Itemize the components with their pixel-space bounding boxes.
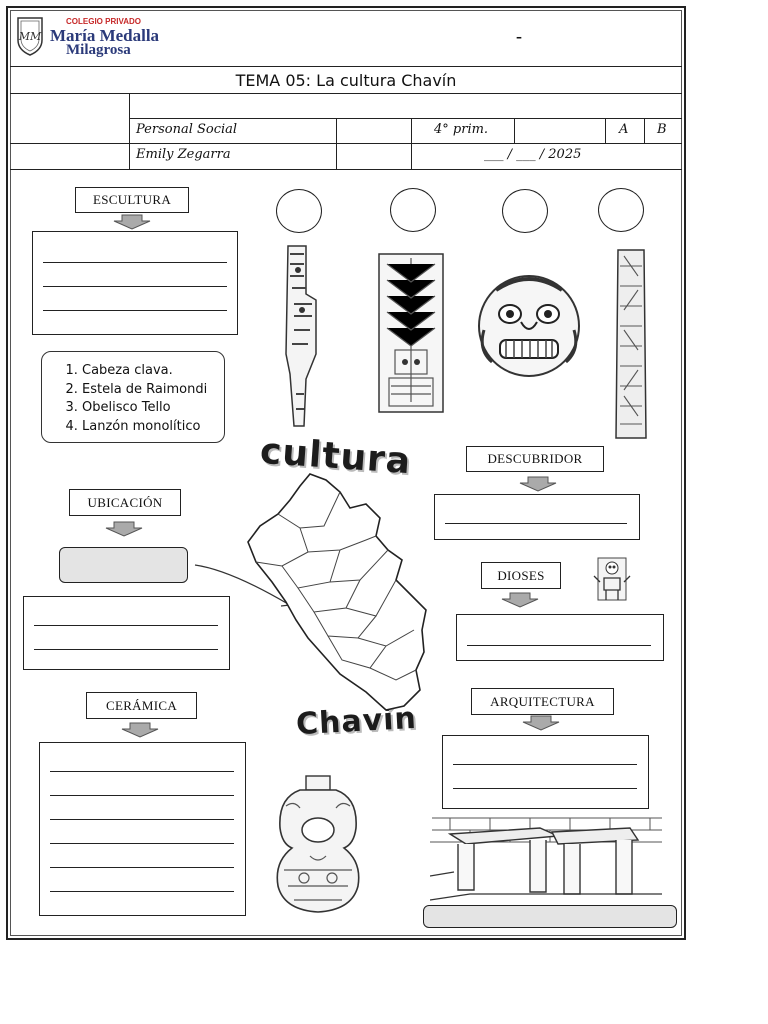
date-field: ___ / ___ / 2025 (484, 147, 582, 162)
answer-line (50, 819, 234, 820)
student-name: Emily Zegarra (136, 147, 231, 162)
page-title: TEMA 05: La cultura Chavín (235, 70, 457, 90)
number-circle[interactable] (276, 189, 322, 233)
down-arrow-icon (104, 521, 144, 537)
school-name-line2: Milagrosa (66, 42, 131, 58)
rule-v1 (129, 93, 130, 169)
subject-value: Personal Social (136, 122, 238, 137)
section-b: B (657, 122, 667, 137)
list-item: 4. Lanzón monolítico (82, 418, 224, 437)
answer-line (50, 867, 234, 868)
arquitectura-answer-box[interactable] (442, 735, 649, 809)
answer-line (43, 286, 227, 287)
number-circle[interactable] (390, 188, 436, 232)
rule-row2 (10, 143, 682, 144)
down-arrow-icon (120, 722, 160, 738)
answer-line (453, 788, 637, 789)
rule-v3 (411, 118, 412, 169)
rule-v4 (514, 118, 515, 143)
sculpture-list (42, 362, 224, 436)
grade-value: 4° prim. (434, 122, 489, 137)
label-escultura: ESCULTURA (75, 187, 189, 213)
escultura-answer-box[interactable] (32, 231, 238, 335)
rule-v5 (605, 118, 606, 143)
rule-v2 (336, 118, 337, 169)
cabeza-clava-icon (476, 270, 582, 378)
number-circle[interactable] (598, 188, 644, 232)
label-arquitectura: ARQUITECTURA (471, 688, 614, 715)
answer-line (445, 523, 627, 524)
answer-line (43, 262, 227, 263)
section-a: A (619, 122, 629, 137)
label-dioses: DIOSES (481, 562, 561, 589)
peru-map-icon (190, 470, 440, 714)
answer-line (50, 843, 234, 844)
school-name-line1: María Medalla (50, 26, 160, 45)
descubridor-answer-box[interactable] (434, 494, 640, 540)
dioses-answer-box[interactable] (456, 614, 664, 661)
list-item: 2. Estela de Raimondi (82, 381, 224, 400)
temple-ruins-icon (430, 810, 664, 906)
ceramica-answer-box[interactable] (39, 742, 246, 916)
answer-line (50, 795, 234, 796)
chavin-title: Chavín (295, 700, 418, 743)
sculpture-list-box (41, 351, 225, 443)
svg-text:MM: MM (18, 30, 42, 43)
rule-v6 (644, 118, 645, 143)
list-item: 1. Cabeza clava. (82, 362, 224, 381)
label-descubridor: DESCUBRIDOR (466, 446, 604, 472)
ubicacion-gray-box[interactable] (59, 547, 188, 583)
down-arrow-icon (500, 592, 540, 608)
answer-line (453, 764, 637, 765)
answer-line (50, 771, 234, 772)
answer-line (467, 645, 651, 646)
god-figure-icon (590, 556, 634, 602)
label-ceramica: CERÁMICA (86, 692, 197, 719)
arquitectura-gray-box[interactable] (423, 905, 677, 928)
stirrup-vessel-icon (270, 774, 366, 914)
rule-row1 (129, 118, 682, 119)
rule-row3 (10, 169, 682, 170)
lanzon-icon (276, 244, 326, 430)
rule-title-bottom (10, 93, 682, 94)
obelisco-tello-icon (608, 246, 654, 442)
down-arrow-icon (521, 715, 561, 731)
school-tag: COLEGIO PRIVADO (66, 17, 141, 26)
answer-line (50, 891, 234, 892)
answer-line (43, 310, 227, 311)
number-circle[interactable] (502, 189, 548, 233)
crest-icon (16, 14, 44, 56)
cultura-title: cultura (258, 430, 413, 483)
down-arrow-icon (518, 476, 558, 492)
school-crest (16, 14, 44, 56)
header-dash: - (516, 26, 522, 46)
down-arrow-icon (112, 214, 152, 230)
list-item: 3. Obelisco Tello (82, 399, 224, 418)
label-ubicacion: UBICACIÓN (69, 489, 181, 516)
estela-raimondi-icon (377, 252, 445, 414)
